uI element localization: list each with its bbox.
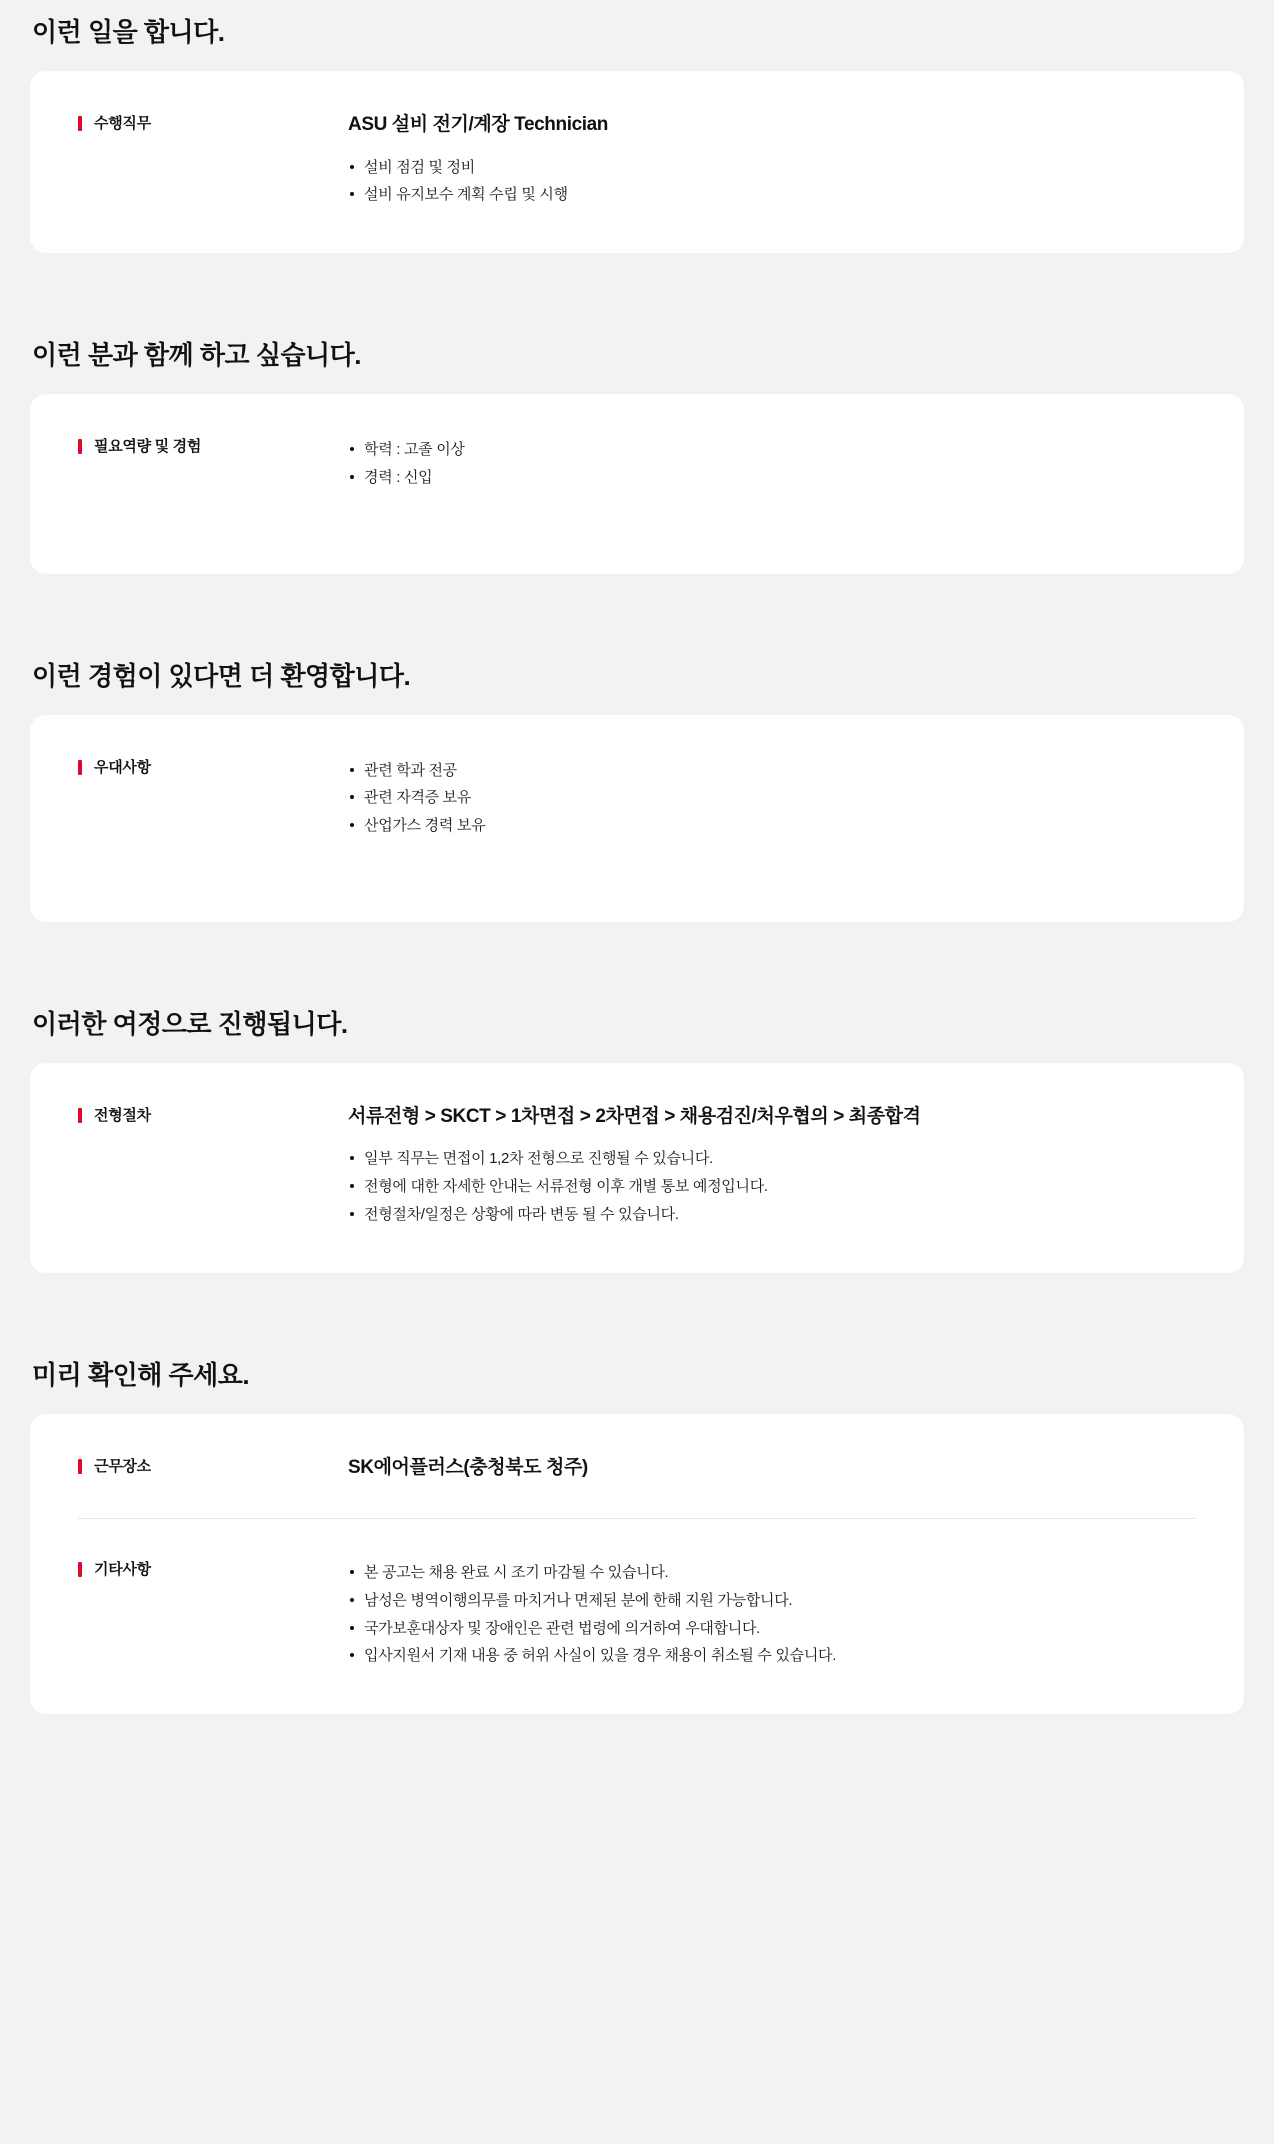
detail-row bbox=[78, 1454, 1196, 1483]
list-item: 일부 직무는 면접이 1,2차 전형으로 진행될 수 있습니다. bbox=[348, 1145, 1196, 1173]
detail-label-text: 우대사항 bbox=[94, 758, 151, 776]
section-card bbox=[30, 715, 1244, 922]
list-item: 관련 자격증 보유 bbox=[348, 784, 1196, 812]
accent-bar-icon bbox=[78, 1562, 82, 1577]
accent-bar-icon bbox=[78, 1108, 82, 1123]
accent-bar-icon bbox=[78, 116, 82, 131]
detail-label-text: 전형절차 bbox=[94, 1106, 151, 1124]
detail-content bbox=[348, 1103, 1196, 1229]
detail-bullet-list bbox=[348, 1145, 1196, 1228]
section-title: 이런 경험이 있다면 더 환영합니다. bbox=[32, 660, 411, 691]
section-duties bbox=[30, 0, 1244, 253]
section-card bbox=[30, 394, 1244, 574]
detail-label bbox=[78, 1103, 348, 1126]
spacer bbox=[30, 263, 1244, 323]
detail-label-text: 근무장소 bbox=[94, 1457, 151, 1475]
detail-label bbox=[78, 1454, 348, 1477]
spacer bbox=[78, 840, 1196, 878]
section-title: 이런 분과 함께 하고 싶습니다. bbox=[32, 340, 362, 370]
detail-label bbox=[78, 111, 348, 134]
detail-label-text: 필요역량 및 경험 bbox=[94, 438, 202, 455]
accent-bar-icon bbox=[78, 439, 82, 454]
section-requirements bbox=[30, 323, 1244, 574]
section-card bbox=[30, 71, 1244, 253]
spacer bbox=[30, 932, 1244, 992]
detail-row bbox=[78, 434, 1196, 492]
list-item: 국가보훈대상자 및 장애인은 관련 법령에 의거하여 우대합니다. bbox=[348, 1615, 1196, 1643]
detail-label bbox=[78, 1557, 348, 1580]
detail-label-text: 수행직무 bbox=[94, 115, 151, 132]
section-title: 미리 확인해 주세요. bbox=[32, 1359, 250, 1390]
section-card bbox=[30, 1414, 1244, 1715]
list-item: 관련 학과 전공 bbox=[348, 757, 1196, 785]
list-item: 설비 유지보수 계획 수립 및 시행 bbox=[348, 181, 1196, 209]
section-title: 이러한 여정으로 진행됩니다. bbox=[32, 1008, 348, 1039]
detail-content bbox=[348, 1557, 1196, 1670]
section-preferred bbox=[30, 644, 1244, 922]
detail-heading: 서류전형 > SKCT > 1차면접 > 2차면접 > 채용검진/처우협의 > 최종합격 bbox=[348, 1105, 921, 1127]
spacer bbox=[78, 492, 1196, 530]
list-item: 산업가스 경력 보유 bbox=[348, 812, 1196, 840]
accent-bar-icon bbox=[78, 1459, 82, 1474]
detail-heading: SK에어플러스(충청북도 청주) bbox=[348, 1456, 588, 1478]
detail-row bbox=[78, 1103, 1196, 1229]
section-process bbox=[30, 992, 1244, 1273]
list-item: 남성은 병역이행의무를 마치거나 면제된 분에 한해 지원 가능합니다. bbox=[348, 1587, 1196, 1615]
section-card bbox=[30, 1063, 1244, 1273]
section-title: 이런 일을 합니다. bbox=[32, 17, 225, 47]
detail-row bbox=[78, 755, 1196, 840]
list-item: 전형절차/일정은 상황에 따라 변동 될 수 있습니다. bbox=[348, 1201, 1196, 1229]
detail-heading: ASU 설비 전기/계장 Technician bbox=[348, 114, 608, 135]
detail-content bbox=[348, 1454, 1196, 1483]
detail-content bbox=[348, 755, 1196, 840]
list-item: 경력 : 신입 bbox=[348, 464, 1196, 492]
detail-label-text: 기타사항 bbox=[94, 1561, 151, 1578]
detail-bullet-list bbox=[348, 1559, 1196, 1670]
section-notice bbox=[30, 1343, 1244, 1715]
list-item: 학력 : 고졸 이상 bbox=[348, 436, 1196, 464]
detail-content bbox=[348, 434, 1196, 492]
list-item: 입사지원서 기재 내용 중 허위 사실이 있을 경우 채용이 취소될 수 있습니다. bbox=[348, 1642, 1196, 1670]
list-item: 전형에 대한 자세한 안내는 서류전형 이후 개별 통보 예정입니다. bbox=[348, 1173, 1196, 1201]
detail-bullet-list bbox=[348, 436, 1196, 492]
accent-bar-icon bbox=[78, 760, 82, 775]
detail-label bbox=[78, 434, 348, 457]
spacer bbox=[30, 1283, 1244, 1343]
detail-row bbox=[78, 1557, 1196, 1670]
spacer bbox=[78, 1519, 1196, 1557]
list-item: 설비 점검 및 정비 bbox=[348, 154, 1196, 182]
detail-content bbox=[348, 111, 1196, 209]
detail-row bbox=[78, 111, 1196, 209]
detail-label bbox=[78, 755, 348, 778]
list-item: 본 공고는 채용 완료 시 조기 마감될 수 있습니다. bbox=[348, 1559, 1196, 1587]
detail-bullet-list bbox=[348, 757, 1196, 840]
spacer bbox=[30, 584, 1244, 644]
detail-bullet-list bbox=[348, 154, 1196, 210]
